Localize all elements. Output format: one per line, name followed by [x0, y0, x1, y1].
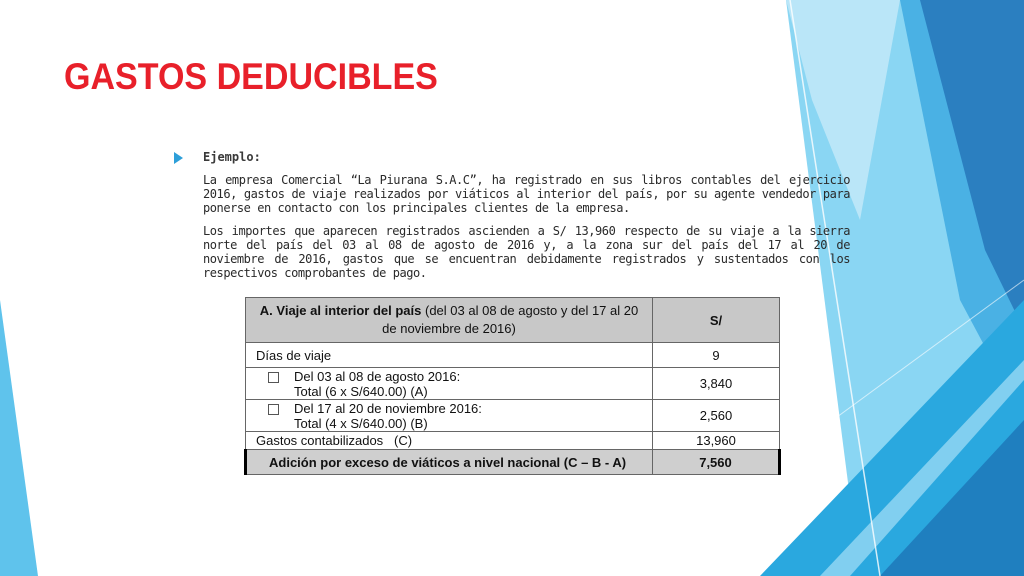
- checkbox-icon: [268, 372, 279, 383]
- trip2-line1: Del 17 al 20 de noviembre 2016:: [294, 400, 482, 416]
- trip2-line2: Total (4 x S/640.00) (B): [294, 415, 428, 431]
- header-title-bold: A. Viaje al interior del país: [259, 303, 422, 318]
- left-edge-shape: [0, 300, 38, 576]
- checkbox-icon: [268, 404, 279, 415]
- gastos-label: Gastos contabilizados (C): [246, 432, 653, 450]
- paragraph-intro: La empresa Comercial “La Piurana S.A.C”, ha registrado en sus libros contables del ejercicio 2016, gastos de viaje realizados por viáticos al interior del país, por su agente vendedor para ponerse en contacto con los principales clientes de la empresa.: [203, 173, 850, 215]
- table-row: [246, 368, 780, 400]
- total-value: 7,560: [653, 450, 780, 475]
- gastos-value: 13,960: [653, 432, 780, 450]
- trip1-line2: Total (6 x S/640.00) (A): [294, 383, 428, 399]
- bullet-arrow-icon: [174, 152, 183, 164]
- total-label: Adición por exceso de viáticos a nivel nacional (C – B - A): [246, 450, 653, 475]
- trip2-cell: [246, 400, 653, 432]
- paragraph-amounts: Los importes que aparecen registrados ascienden a S/ 13,960 respecto de su viaje a la sierra norte del país del 03 al 08 de agosto de 2016 y, a la zona sur del país del 17 al 20 de noviembre de 2016, gastos que se encuentran debidamente registrados y sustentados con los respectivos comprobantes de pago.: [203, 224, 850, 280]
- slide-title: GASTOS DEDUCIBLES: [64, 56, 438, 97]
- trip1-cell: [246, 368, 653, 400]
- example-label: Ejemplo:: [203, 150, 261, 164]
- table-row: [246, 400, 780, 432]
- travel-expenses-table: [244, 297, 781, 475]
- table-header-row: [246, 298, 780, 343]
- header-title-rest: (del 03 al 08 de agosto y del 17 al 20 de noviembre de 2016): [382, 303, 639, 336]
- table-row: [246, 343, 780, 368]
- trip2-value: 2,560: [653, 400, 780, 432]
- table-total-row: [246, 450, 780, 475]
- table-row: [246, 432, 780, 450]
- table-header-currency: S/: [653, 298, 780, 343]
- table-header-title: [246, 298, 653, 343]
- dias-label: Días de viaje: [246, 343, 653, 368]
- dias-value: 9: [653, 343, 780, 368]
- trip1-value: 3,840: [653, 368, 780, 400]
- trip1-line1: Del 03 al 08 de agosto 2016:: [294, 368, 461, 384]
